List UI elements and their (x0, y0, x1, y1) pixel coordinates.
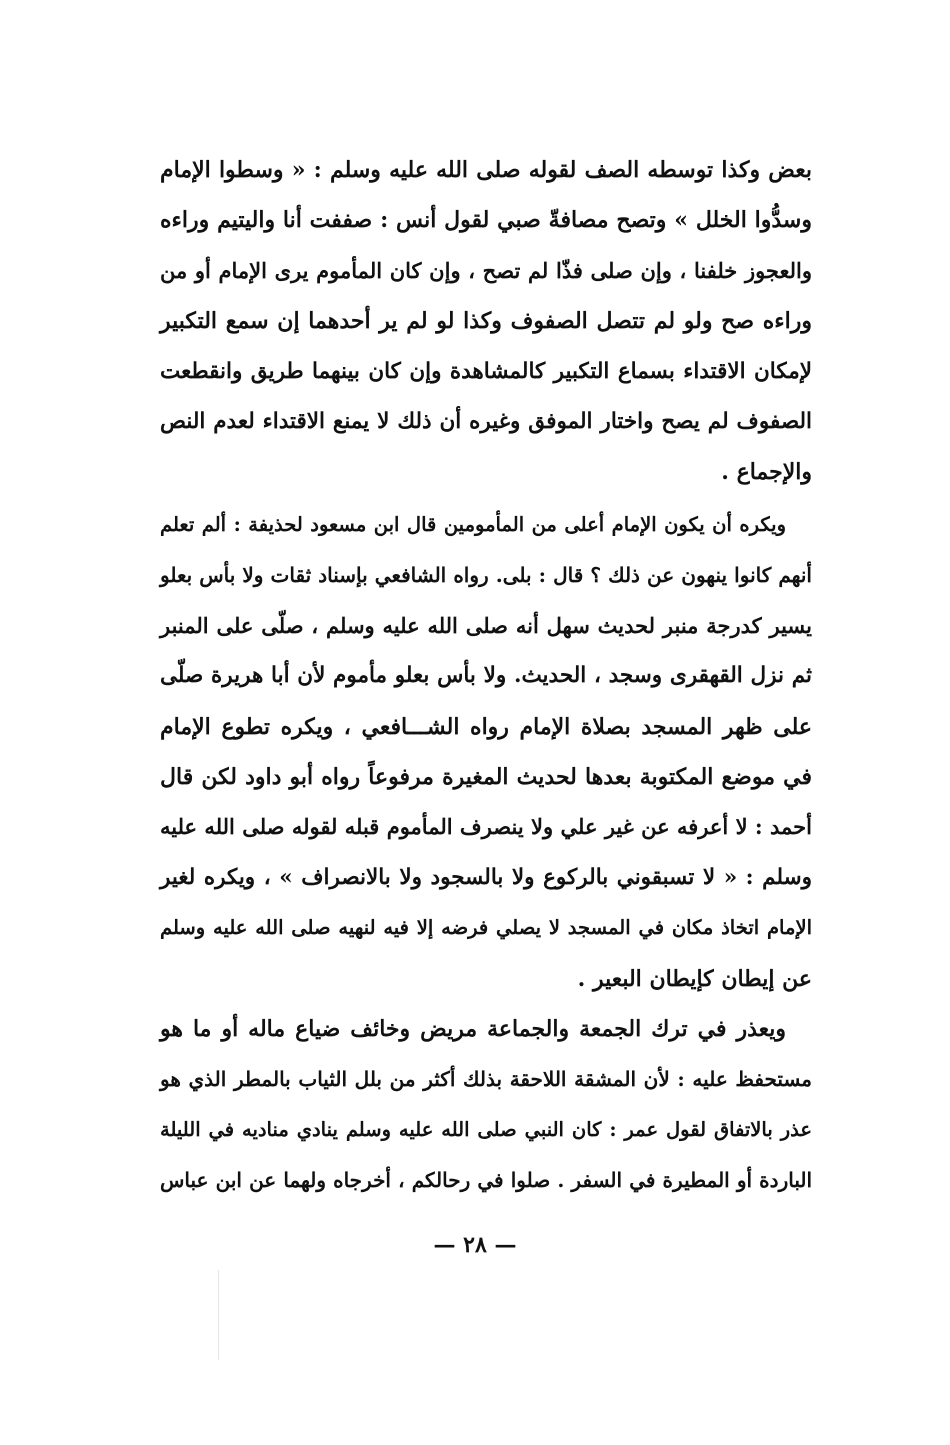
paragraph-3 (160, 1004, 812, 1206)
text-line: الإمام اتخاذ مكان في المسجد لا يصلي فرضه إلا فيه لنهيه صلى الله عليه وسلم (160, 916, 812, 940)
text-line: الباردة أو المطيرة في السفر . صلوا في رحالكم ، أخرجاه ولهما عن ابن عباس (160, 1168, 812, 1193)
text-line: وسلم : « لا تسبقوني بالركوع ولا بالسجود ولا بالانصراف » ، ويكره لغير (160, 864, 812, 890)
text-line: وسدُّوا الخلل » وتصح مصافةّ صبي لقول أنس : صففت أنا واليتيم وراءه (160, 207, 812, 234)
text-line: عن إيطان كإيطان البعير . (577, 965, 812, 992)
text-line: أحمد : لا أعرفه عن غير علي ولا ينصرف المأموم قبله لقوله صلى الله عليه (160, 814, 812, 840)
paragraph-2 (160, 500, 812, 1004)
text-line: ويكره أن يكون الإمام أعلى من المأمومين قال ابن مسعود لحذيفة : ألم تعلم (160, 513, 786, 536)
text-line: على ظهر المسجد بصلاة الإمام رواه الشـــافعي ، ويكره تطوع الإمام (160, 713, 812, 740)
text-line: أنهم كانوا ينهون عن ذلك ؟ قال : بلى. رواه الشافعي بإسناد ثقات ولا بأس بعلو (160, 563, 812, 588)
text-line: وراءه صح ولو لم تتصل الصفوف وكذا لو لم ير أحدهما إن سمع التكبير (160, 308, 812, 335)
paragraph-1 (160, 145, 812, 498)
text-line: يسير كدرجة منبر لحديث سهل أنه صلى الله عليه وسلم ، صلّى على المنبر (160, 612, 812, 638)
text-line: لإمكان الاقتداء بسماع التكبير كالمشاهدة وإن كان بينهما طريق وانقطعت (160, 358, 812, 384)
text-line: بعض وكذا توسطه الصف لقوله صلى الله عليه وسلم : « وسطوا الإمام (160, 157, 812, 183)
text-line: الصفوف لم يصح واختار الموفق وغيره أن ذلك لا يمنع الاقتداء لعدم النص (160, 408, 812, 434)
text-line: والعجوز خلفنا ، وإن صلى فذّا لم تصح ، وإن كان المأموم يرى الإمام أو من (160, 257, 812, 283)
scan-artifact-line (218, 1270, 219, 1360)
page-number: — ٢٨ — (433, 1232, 517, 1258)
text-line: ويعذر في ترك الجمعة والجماعة مريض وخائف ضياع ماله أو ما هو (160, 1016, 786, 1042)
text-line: في موضع المكتوبة بعدها لحديث المغيرة مرفوعاً رواه أبو داود لكن قال (160, 763, 812, 790)
text-line: والإجماع . (721, 459, 812, 486)
text-line: مستحفظ عليه : لأن المشقة اللاحقة بذلك أكثر من بلل الثياب بالمطر الذي هو (160, 1067, 812, 1092)
text-line: عذر بالاتفاق لقول عمر : كان النبي صلى الله عليه وسلم ينادي مناديه في الليلة (160, 1117, 812, 1141)
text-line: ثم نزل القهقرى وسجد ، الحديث. ولا بأس بعلو مأموم لأن أبا هريرة صلّى (160, 663, 812, 689)
